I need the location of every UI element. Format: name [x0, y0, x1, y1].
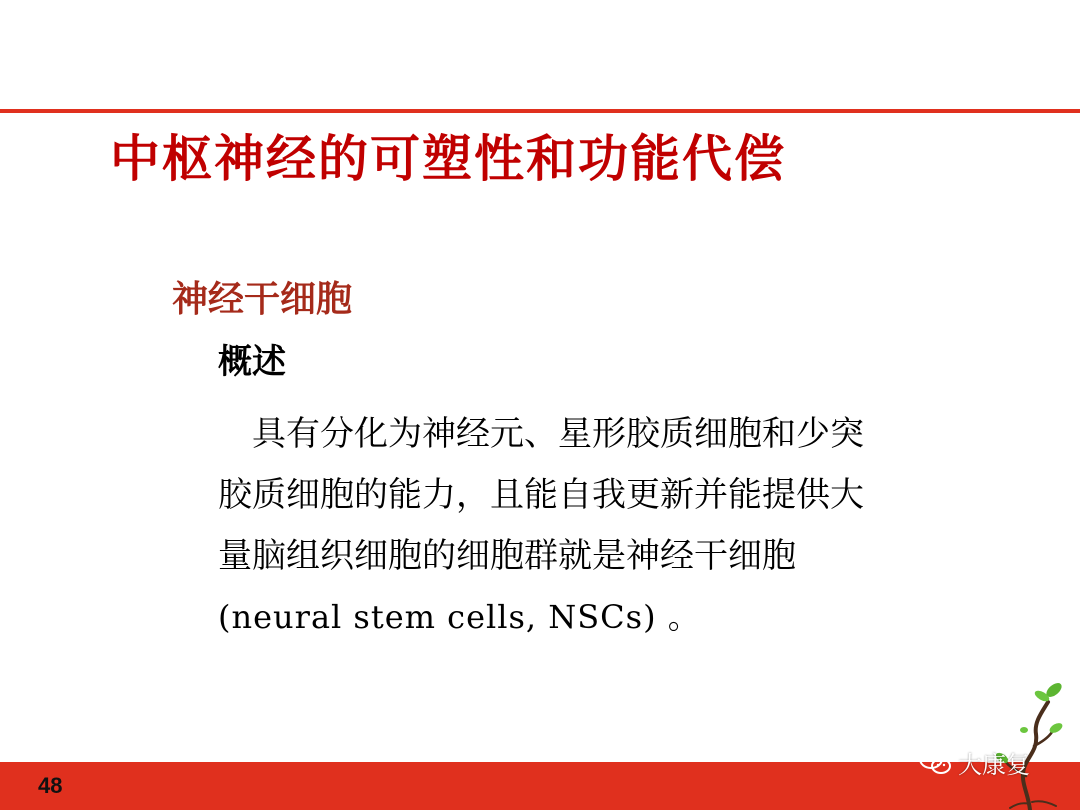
watermark [918, 744, 1030, 780]
body-line: (neural stem cells, NSCs) 。 [218, 598, 701, 636]
section-heading: 神经干细胞 [172, 279, 353, 320]
sub-heading: 概述 [218, 342, 286, 382]
top-divider [0, 109, 1080, 113]
body-line: 量脑组织细胞的细胞群就是神经干细胞 [218, 536, 796, 576]
body-paragraph [218, 404, 1018, 648]
body-line: 胶质细胞的能力，且能自我更新并能提供大 [218, 475, 864, 515]
watermark-text: 大康复 [958, 750, 1030, 779]
page-number: 48 [38, 773, 63, 798]
body-line: 具有分化为神经元、星形胶质细胞和少突 [218, 414, 864, 454]
slide-title: 中枢神经的可塑性和功能代偿 [110, 130, 786, 188]
wechat-icon [918, 748, 952, 776]
sprout-icon [990, 672, 1070, 810]
